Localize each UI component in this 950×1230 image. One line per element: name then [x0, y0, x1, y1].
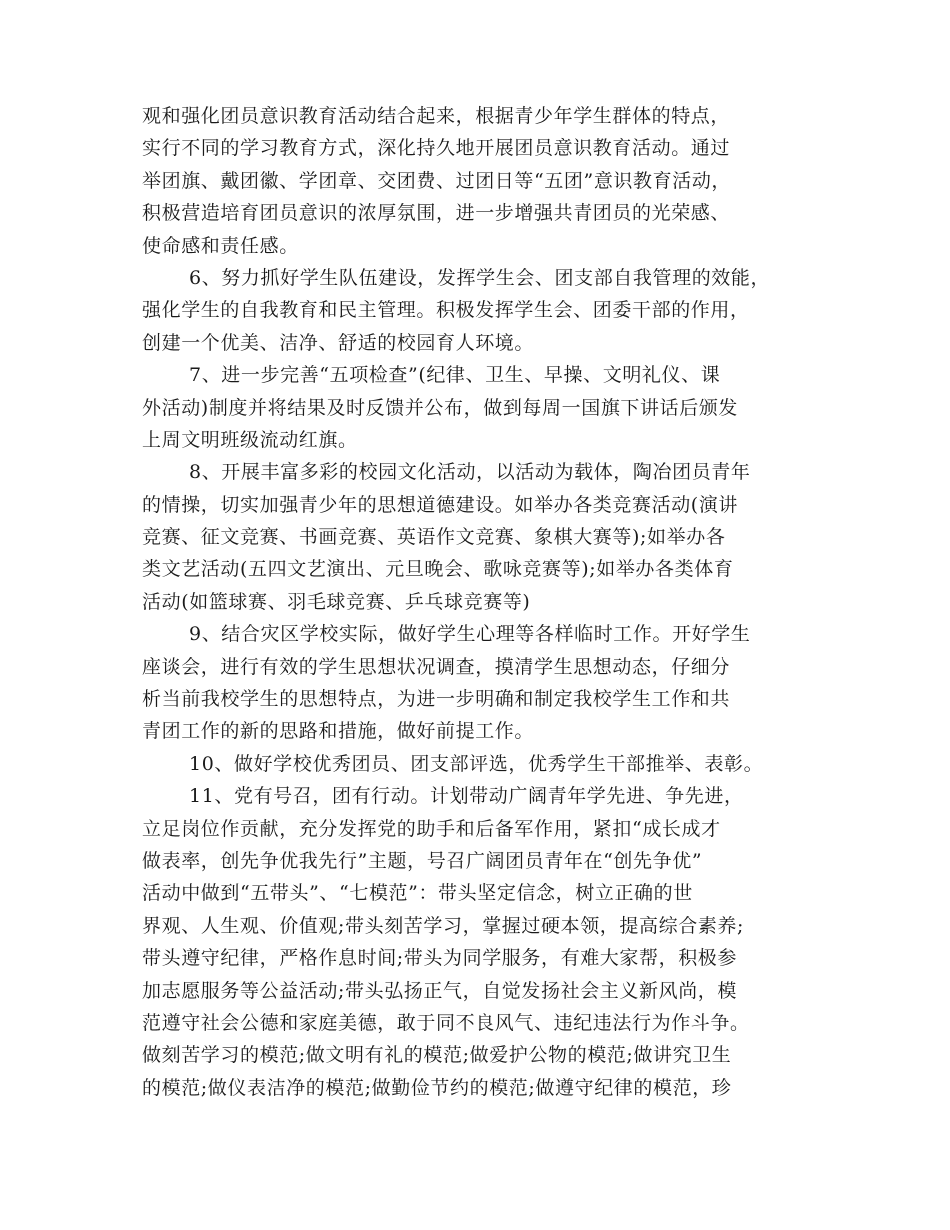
text-line: 析当前我校学生的思想特点，为进一步明确和制定我校学生工作和共: [142, 688, 731, 711]
text-line: 外活动)制度并将结果及时反馈并公布，做到每周一国旗下讲话后颁发: [142, 396, 739, 419]
text-line: 积极营造培育团员意识的浓厚氛围，进一步增强共青团员的光荣感、: [142, 202, 731, 225]
paragraph-first-line: 8、开展丰富多彩的校园文化活动，以活动为载体，陶冶团员青年: [189, 461, 751, 484]
text-line: 立足岗位作贡献，充分发挥党的助手和后备军作用，紧扣“成长成才: [142, 817, 721, 840]
paragraph-first-line: 6、努力抓好学生队伍建设，发挥学生会、团支部自我管理的效能，: [189, 266, 771, 289]
text-line: 强化学生的自我教育和民主管理。积极发挥学生会、团委干部的作用，: [142, 299, 750, 322]
text-line: 加志愿服务等公益活动;带头弘扬正气，自觉发扬社会主义新风尚，模: [142, 979, 738, 1002]
text-line: 举团旗、戴团徽、学团章、交团费、过团日等“五团”意识教育活动，: [142, 169, 732, 192]
text-line: 观和强化团员意识教育活动结合起来，根据青少年学生群体的特点，: [142, 105, 731, 127]
text-line: 类文艺活动(五四文艺演出、元旦晚会、歌咏竞赛等);如举办各类体育: [142, 558, 734, 581]
text-line: 的模范;做仪表洁净的模范;做勤俭节约的模范;做遵守纪律的模范，珍: [142, 1076, 732, 1099]
paragraph-first-line: 9、结合灾区学校实际，做好学生心理等各样临时工作。开好学生: [189, 623, 751, 646]
text-line: 带头遵守纪律，严格作息时间;带头为同学服务，有难大家帮，积极参: [142, 947, 738, 970]
text-line: 实行不同的学习教育方式，深化持久地开展团员意识教育活动。通过: [142, 137, 731, 160]
document-body-text: [142, 100, 822, 1104]
text-line: 范遵守社会公德和家庭美德，敢于同不良风气、违纪违法行为作斗争。: [142, 1011, 750, 1034]
paragraph-first-line: 10、做好学校优秀团员、团支部评选，优秀学生干部推举、表彰。: [189, 752, 764, 775]
text-line: 界观、人生观、价值观;带头刻苦学习，掌握过硬本领，提高综合素养;: [142, 914, 745, 937]
text-line: 做表率，创先争优我先行”主题，号召广阔团员青年在“创先争优”: [142, 849, 703, 872]
text-line: 使命感和责任感。: [142, 234, 299, 257]
paragraph-first-line: 7、进一步完善“五项检查”(纪律、卫生、早操、文明礼仪、课: [189, 364, 721, 387]
paragraph-first-line: 11、党有号召，团有行动。计划带动广阔青年学先进、争先进，: [189, 785, 744, 808]
text-line: 座谈会，进行有效的学生思想状况调查，摸清学生思想动态，仔细分: [142, 655, 731, 678]
text-line: 活动中做到“五带头”、“七模范”：带头坚定信念，树立正确的世: [142, 882, 693, 905]
text-line: 上周文明班级流动红旗。: [142, 428, 358, 451]
text-line: 做刻苦学习的模范;做文明有礼的模范;做爱护公物的模范;做讲究卫生: [142, 1044, 732, 1067]
text-line: 创建一个优美、洁净、舒适的校园育人环境。: [142, 331, 535, 354]
text-line: 青团工作的新的思路和措施，做好前提工作。: [142, 720, 535, 743]
text-line: 的情操，切实加强青少年的思想道德建设。如举办各类竞赛活动(演讲: [142, 493, 739, 516]
text-line: 活动(如篮球赛、羽毛球竞赛、乒乓球竞赛等): [142, 590, 531, 613]
text-line: 竞赛、征文竞赛、书画竞赛、英语作文竞赛、象棋大赛等);如举办各: [142, 526, 726, 549]
